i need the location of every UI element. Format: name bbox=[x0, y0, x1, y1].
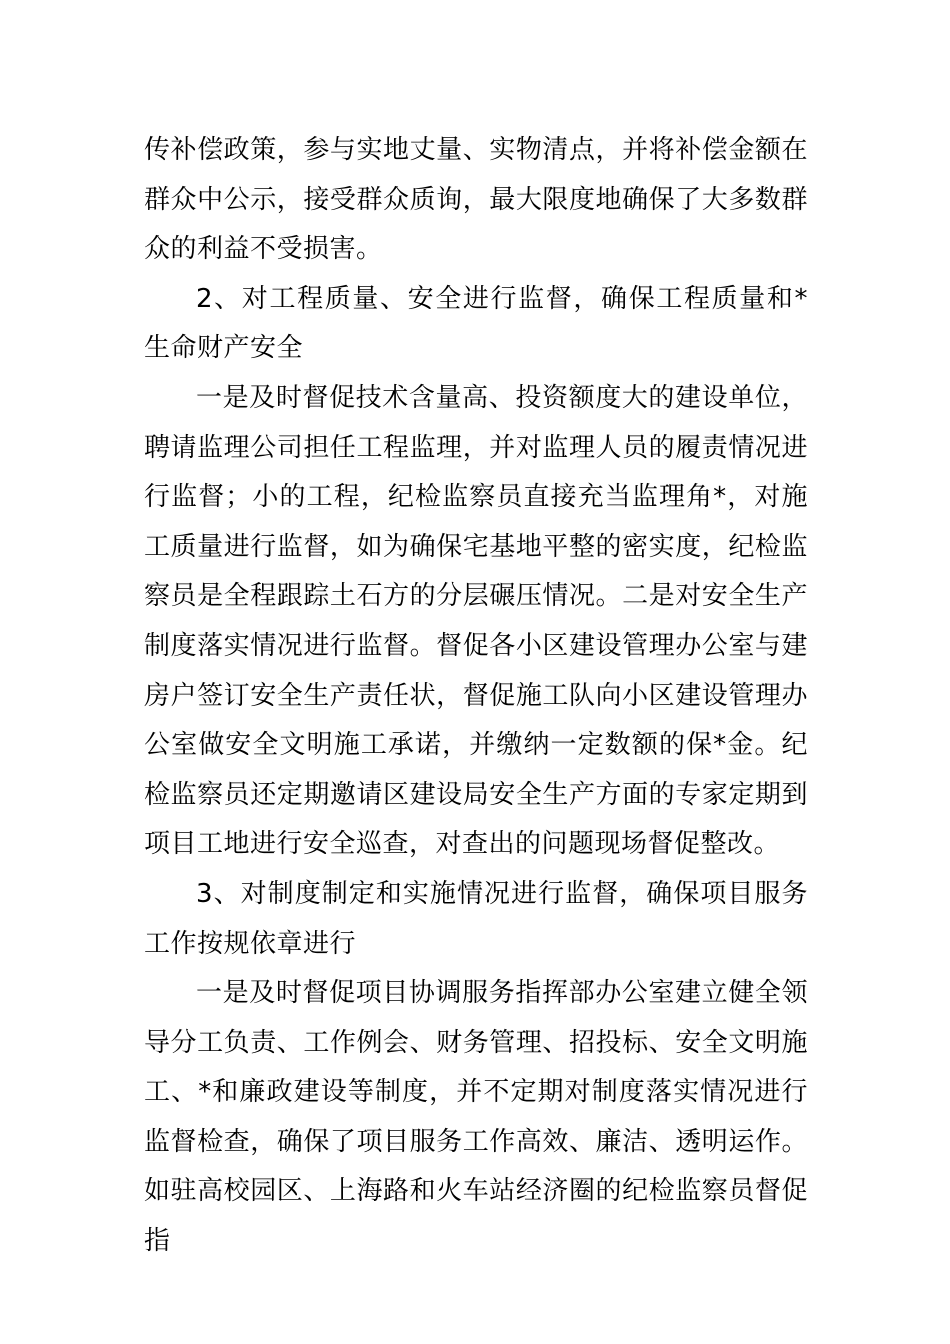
paragraph-system-details: 一是及时督促项目协调服务指挥部办公室建立健全领导分工负责、工作例会、财务管理、招投标、安全文明施工、*和廉政建设等制度，并不定期对制度落实情况进行监督检查，确保了项目服务工作高效、廉洁、透明运作。如驻高校园区、上海路和火车站经济圈的纪检监察员督促指 bbox=[144, 978, 808, 1257]
paragraph-quality-safety-details: 一是及时督促技术含量高、投资额度大的建设单位，聘请监理公司担任工程监理，并对监理人员的履责情况进行监督；小的工程，纪检监察员直接充当监理角*，对施工质量进行监督，如为确保宅基地平整的密实度，纪检监察员是全程跟踪土石方的分层碾压情况。二是对安全生产制度落实情况进行监督。督促各小区建设管理办公室与建房户签订安全生产责任状，督促施工队向小区建设管理办公室做安全文明施工承诺，并缴纳一定数额的保*金。纪检监察员还定期邀请区建设局安全生产方面的专家定期到项目工地进行安全巡查，对查出的问题现场督促整改。 bbox=[144, 382, 808, 860]
heading-system-supervision: 3、对制度制定和实施情况进行监督，确保项目服务工作按规依章进行 bbox=[144, 878, 808, 959]
heading-quality-safety-supervision: 2、对工程质量、安全进行监督，确保工程质量和*生命财产安全 bbox=[144, 283, 808, 364]
document-body bbox=[144, 126, 808, 1267]
paragraph-compensation-policy: 传补偿政策，参与实地丈量、实物清点，并将补偿金额在群众中公示，接受群众质询，最大限度地确保了大多数群众的利益不受损害。 bbox=[144, 135, 808, 265]
